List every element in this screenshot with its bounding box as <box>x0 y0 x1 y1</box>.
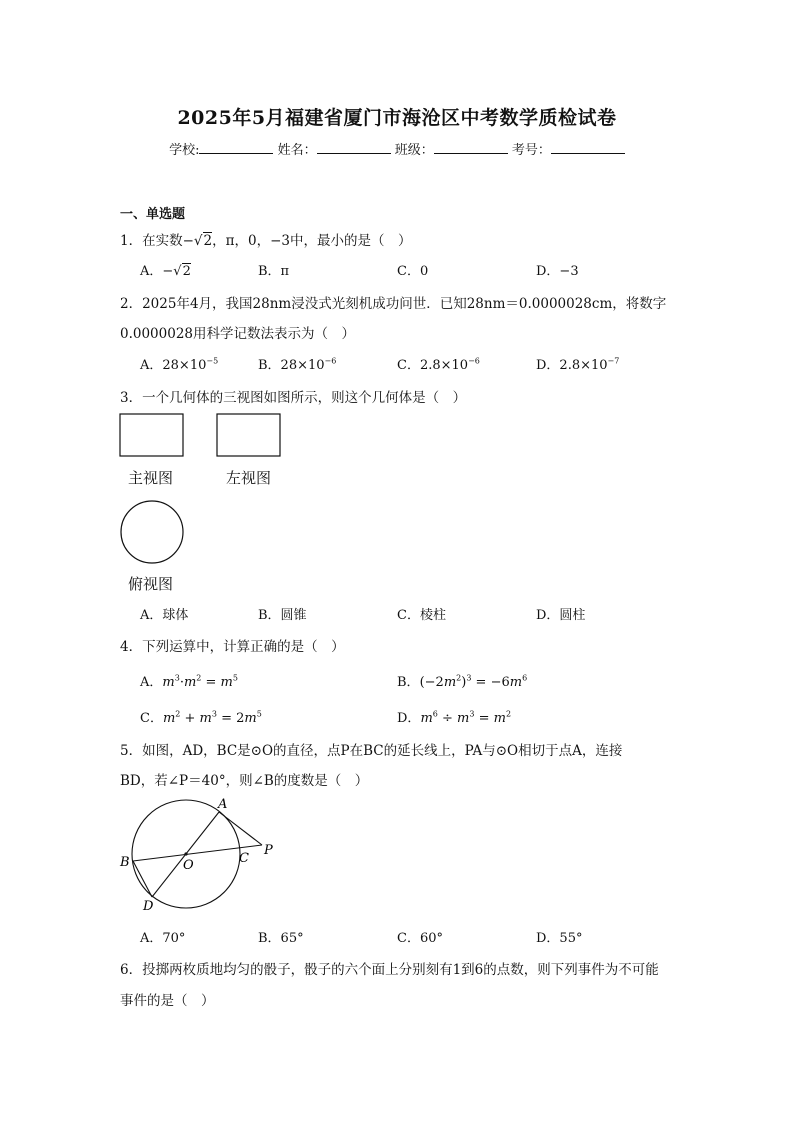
chord-bd <box>133 861 152 897</box>
question-4: 4．下列运算中，计算正确的是（ ） <box>120 639 345 655</box>
center-dot <box>184 852 187 855</box>
label-a: A <box>218 797 228 812</box>
q2-option-a: A．$28\times 10^{-5}$ <box>140 356 219 373</box>
q1-option-c: C．0 <box>397 264 429 279</box>
number-label: 考号： <box>511 143 551 158</box>
top-view-circle <box>118 500 188 566</box>
page-title: 2025年5月福建省厦门市海沧区中考数学质检试卷 <box>177 107 617 129</box>
q3-option-a: A．球体 <box>140 608 189 623</box>
q4-option-c: C．$m^2 + m^3 = 2m^5$ <box>140 709 262 726</box>
question-5-line-1: 5．如图，AD，BC是⊙O的直径，点P在BC的延长线上，PA与⊙O相切于点A，连接 <box>120 743 623 759</box>
q1-rest: ，π，0，−3中，最小的是（ ） <box>212 233 412 249</box>
label-d: D <box>143 899 154 914</box>
q3-option-b: B．圆锥 <box>258 608 307 623</box>
question-3: 3．一个几何体的三视图如图所示，则这个几何体是（ ） <box>120 390 467 406</box>
class-label: 班级： <box>394 143 434 158</box>
q1-option-b: B．π <box>258 264 290 279</box>
circle-tangent-figure <box>112 795 282 915</box>
name-blank <box>317 141 391 154</box>
q3-option-d: D．圆柱 <box>536 608 586 623</box>
q4-option-b: B．$(-2m^2)^3 = -6m^6$ <box>397 673 528 690</box>
question-6-line-1: 6．投掷两枚质地均匀的骰子，骰子的六个面上分别刻有1到6的点数，则下列事件为不可能 <box>120 962 659 978</box>
label-c: C <box>239 851 249 866</box>
q5-option-c: C．60° <box>397 931 443 946</box>
question-2-line-1: 2．2025年4月，我国28nm浸没式光刻机成功问世．已知28nm＝0.0000028cm，将数字 <box>120 296 667 312</box>
question-1 <box>120 229 411 249</box>
section-heading: 一、单选题 <box>120 207 186 222</box>
school-label: 学校: <box>169 143 200 158</box>
question-6-line-2: 事件的是（ ） <box>120 993 215 1009</box>
q5-option-b: B．65° <box>258 931 304 946</box>
question-5-line-2: BD，若∠P＝40°，则∠B的度数是（ ） <box>120 773 369 789</box>
q2-option-d: D．$2.8\times 10^{-7}$ <box>536 356 620 373</box>
front-view-caption: 主视图 <box>128 469 174 487</box>
label-o: O <box>183 858 194 873</box>
q4-option-d: D．$m^6 \div m^3 = m^2$ <box>397 709 512 726</box>
label-p: P <box>264 843 273 858</box>
q4-option-a: A．$m^3\cdot m^2 = m^5$ <box>140 673 238 690</box>
q2-option-c: C．$2.8\times 10^{-6}$ <box>397 356 480 373</box>
left-view-rect <box>217 414 280 456</box>
question-2-line-2: 0.0000028用科学记数法表示为（ ） <box>120 326 356 342</box>
top-view-caption: 俯视图 <box>128 575 174 593</box>
class-blank <box>434 141 508 154</box>
front-view-rect <box>120 414 183 456</box>
q1-neg-sqrt2: −√2 <box>182 233 213 249</box>
tangent-pa <box>219 812 262 845</box>
q5-option-d: D．55° <box>536 931 583 946</box>
three-view-rectangles <box>118 412 288 460</box>
left-view-caption: 左视图 <box>226 469 272 487</box>
q1-option-d: D．−3 <box>536 264 579 279</box>
number-blank <box>551 141 625 154</box>
q1-prefix: 1．在实数 <box>120 233 183 249</box>
q5-option-a: A．70° <box>140 931 186 946</box>
student-info-line <box>0 139 794 158</box>
label-b: B <box>120 855 130 870</box>
q3-option-c: C．棱柱 <box>397 608 446 623</box>
q2-option-b: B．$28\times 10^{-6}$ <box>258 356 337 373</box>
name-label: 姓名： <box>277 143 317 158</box>
q1-option-a: A．−√2 <box>140 264 191 279</box>
school-blank <box>199 141 273 154</box>
